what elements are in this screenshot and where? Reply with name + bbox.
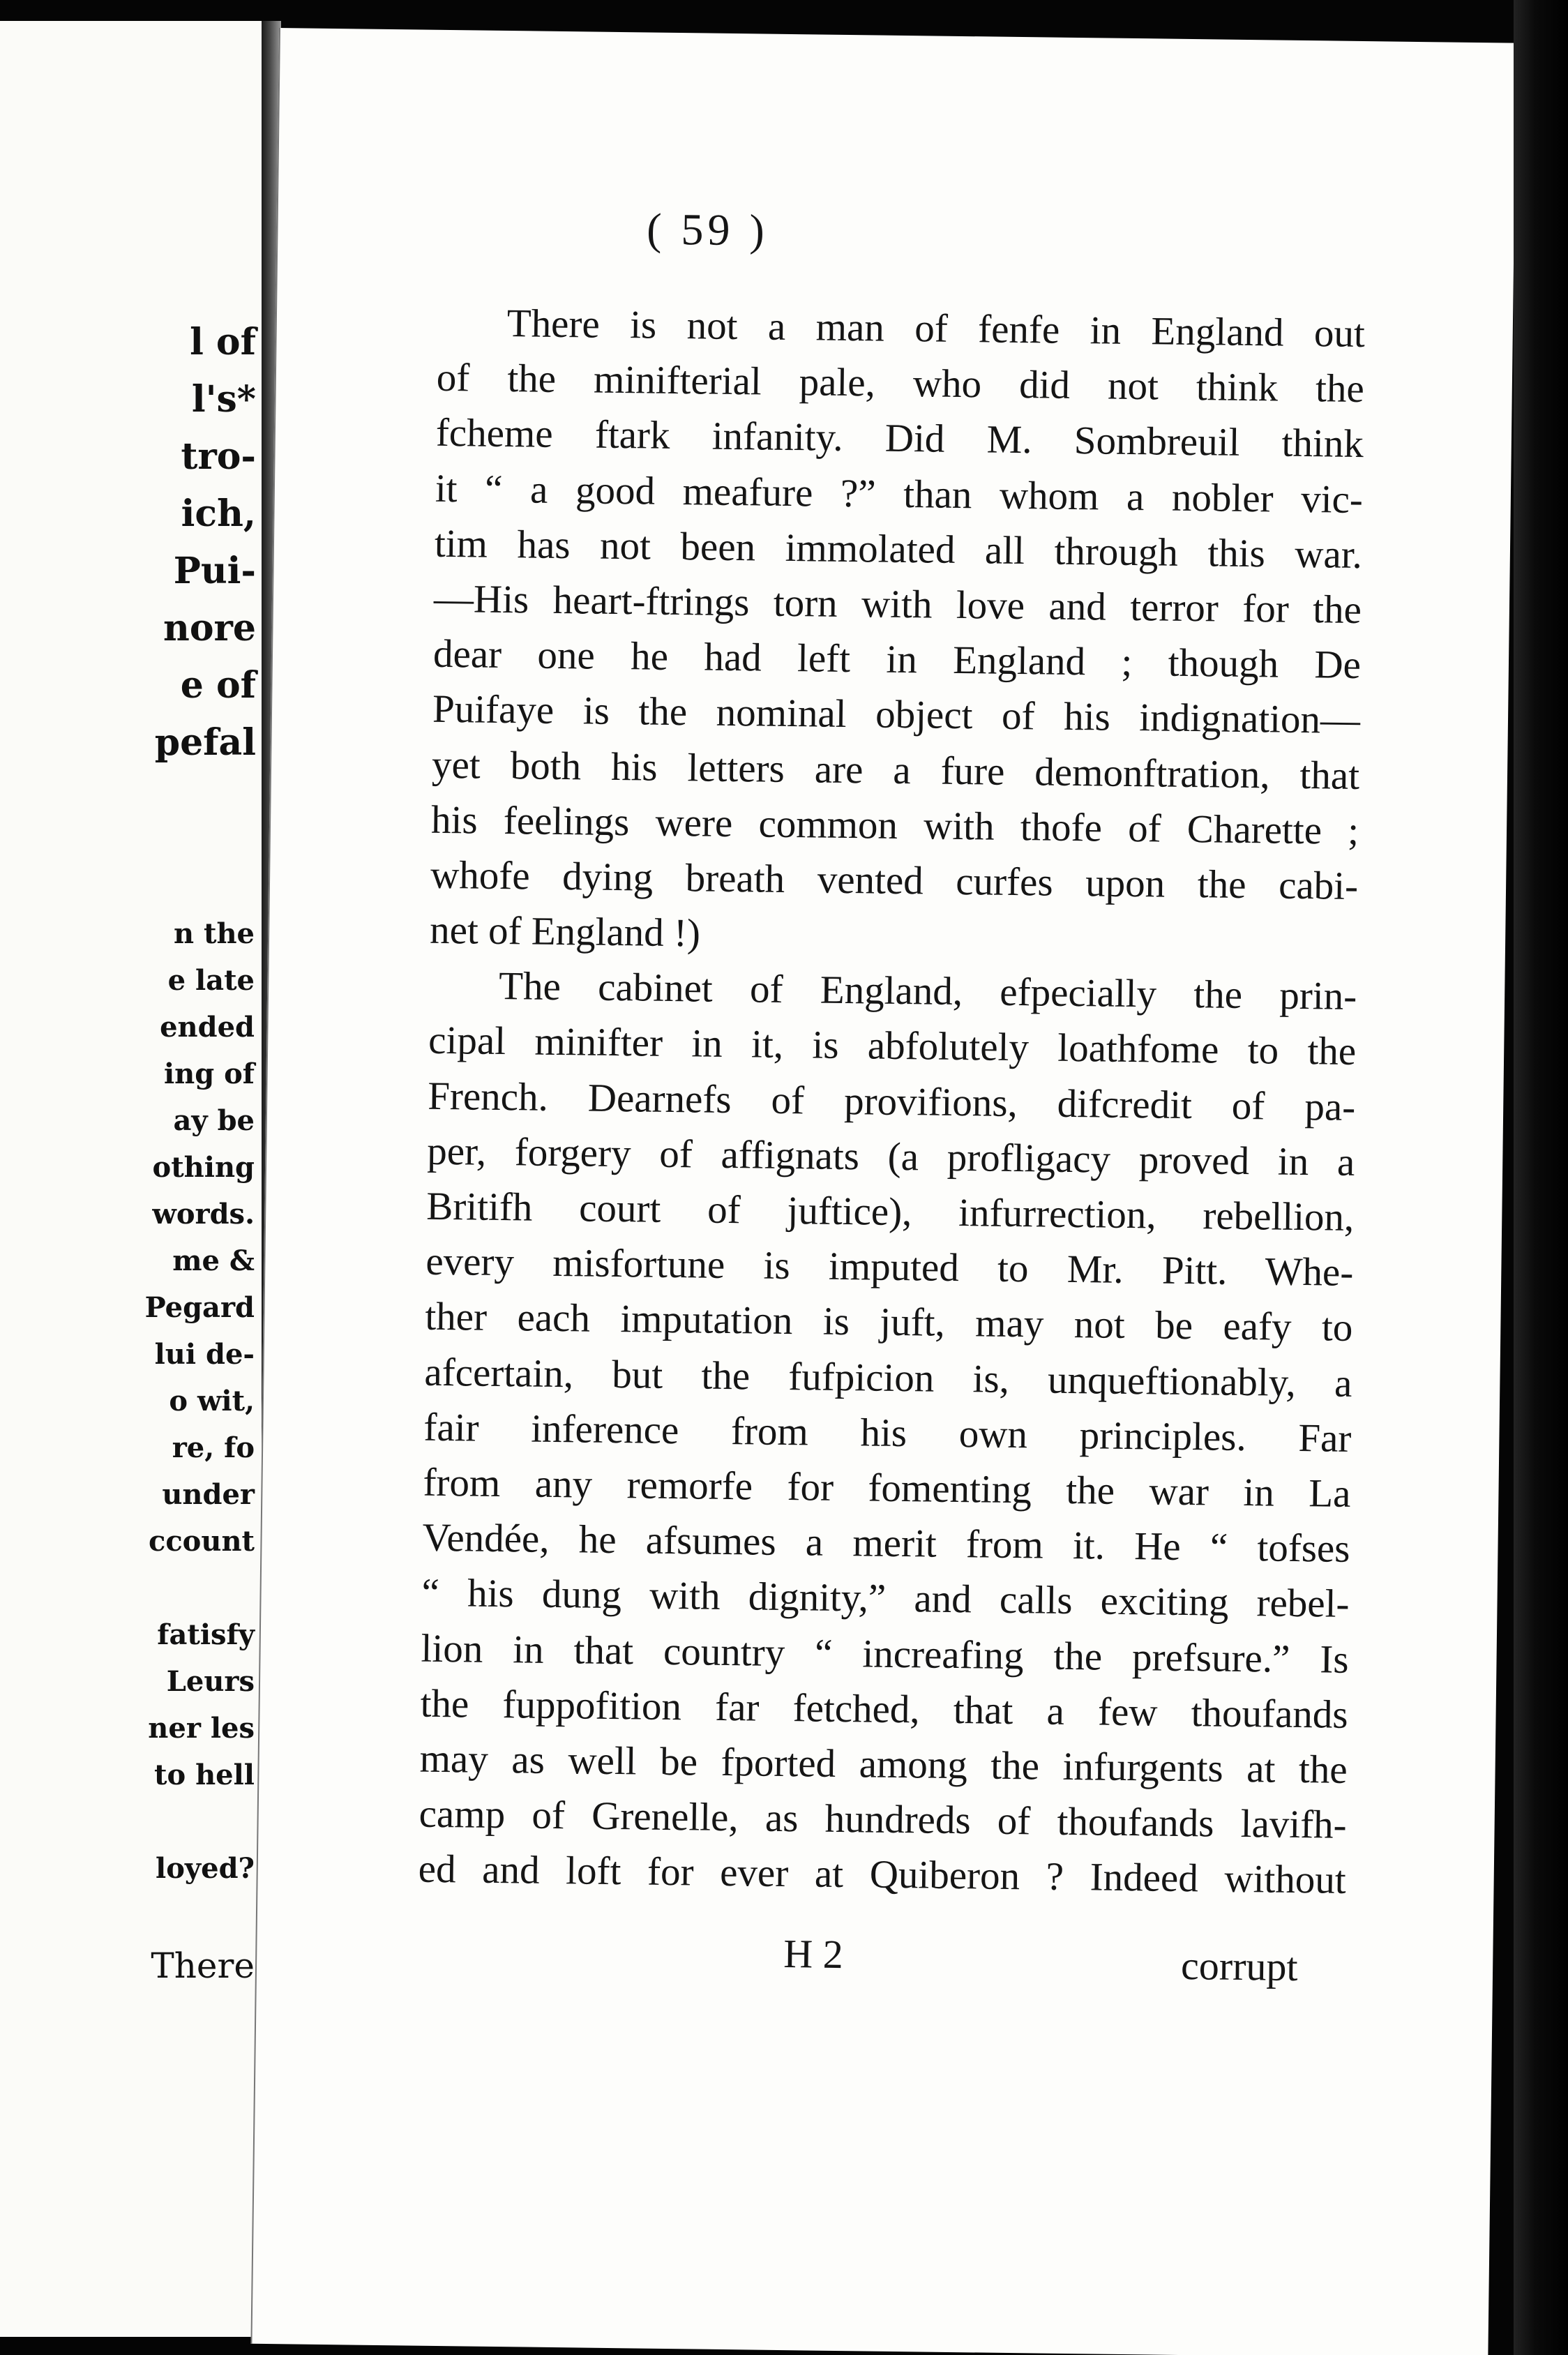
text-line: of the minifterial pale, who did not think the	[436, 355, 1365, 412]
text-line: Puifaye is the nominal object of his indignation—	[432, 687, 1361, 743]
text-line: “ his dung with dignity,” and calls exciting rebel-	[421, 1570, 1350, 1627]
text-line: yet both his letters are a fure demonftration, that	[431, 742, 1360, 798]
left-page-fragment: lui de-	[154, 1338, 255, 1371]
text-line: whofe dying breath vented curfes upon the cabi-	[430, 852, 1359, 908]
previous-page-edge	[0, 21, 264, 2337]
left-page-fragment: l's*	[191, 378, 256, 421]
text-line: —His heart-ftrings torn with love and terror for the	[433, 576, 1362, 632]
text-line: dear one he had left in England ; though De	[432, 631, 1362, 688]
page-number: ( 59 )	[646, 204, 769, 255]
left-page-fragment: l of	[190, 321, 256, 363]
text-line: per, forgery of affignats (a profligacy proved in a	[426, 1129, 1355, 1184]
left-page-fragment: me &	[172, 1244, 255, 1277]
text-line: afcertain, but the fufpicion is, unqueftionably, a	[424, 1350, 1352, 1406]
left-page-fragment: ended	[160, 1011, 255, 1044]
left-page-fragment: to hell	[153, 1759, 255, 1791]
text-line: There is not a man of fenfe in England out	[506, 301, 1366, 356]
text-line: fcheme ftark infanity. Did M. Sombreuil think	[435, 411, 1364, 467]
text-line: ther each imputation is juft, may not be eafy to	[425, 1295, 1353, 1350]
left-page-fragment: ccount	[148, 1525, 255, 1558]
page-body-text	[418, 295, 1365, 1909]
left-page-fragment: ner les	[148, 1712, 255, 1745]
left-page-fragment: othing	[152, 1151, 255, 1184]
text-line: French. Dearnefs of provifions, difcredit of pa-	[427, 1074, 1356, 1129]
left-page-fragment: pefal	[154, 721, 256, 764]
left-page-fragment: re, fo	[172, 1431, 255, 1464]
signature-mark: H 2	[783, 1931, 844, 1978]
left-page-fragment: e of	[180, 664, 256, 707]
left-page-fragment: Leurs	[166, 1665, 255, 1698]
text-line: from any remorfe for fomenting the war in La	[423, 1460, 1351, 1516]
left-page-fragment: ay be	[173, 1104, 255, 1137]
left-page-fragment: n the	[173, 917, 255, 950]
left-page-fragment: words.	[152, 1198, 255, 1231]
left-page-fragment: tro-	[181, 435, 256, 478]
left-page-fragment: e late	[167, 964, 255, 997]
text-line: his feelings were common with thofe of Charette ;	[430, 797, 1359, 853]
text-line: may as well be fported among the infurgents at the	[419, 1736, 1348, 1792]
left-page-fragment: Pegard	[144, 1291, 255, 1324]
text-line: net of England !)	[429, 908, 701, 956]
text-line: fair inference from his own principles. Far	[423, 1405, 1352, 1461]
left-page-fragment: nore	[163, 607, 256, 649]
left-page-fragment: ing of	[163, 1058, 255, 1090]
book-page	[250, 28, 1516, 2355]
book-edge-shadow	[1514, 0, 1568, 2355]
text-line: The cabinet of England, efpecially the prin-	[498, 964, 1357, 1019]
left-page-fragment: Pui-	[173, 550, 256, 592]
left-page-fragment: o wit,	[169, 1385, 255, 1417]
text-line: it “ a good meafure ?” than whom a nobler vic-	[435, 466, 1364, 522]
text-line: the fuppofition far fetched, that a few thoufands	[420, 1681, 1348, 1737]
text-line: Britifh court of juftice), infurrection, rebellion,	[425, 1184, 1355, 1240]
text-line: Vendée, he afsumes a merit from it. He “ tofses	[422, 1515, 1350, 1572]
text-line: ed and loft for ever at Quiberon ? Indeed without	[418, 1846, 1347, 1903]
left-page-fragment: There	[151, 1946, 255, 1986]
left-page-fragment: under	[162, 1478, 255, 1511]
text-line: lion in that country “ increafing the prefsure.” Is	[421, 1626, 1349, 1682]
left-page-fragment: ich,	[181, 492, 256, 535]
left-page-fragment: loyed?	[156, 1852, 255, 1885]
text-line: cipal minifter in it, is abfolutely loathfome to the	[428, 1018, 1357, 1074]
text-line: tim has not been immolated all through this war.	[434, 521, 1363, 577]
catchword: corrupt	[1180, 1943, 1299, 1990]
left-page-fragment: fatisfy	[157, 1618, 255, 1651]
text-line: camp of Grenelle, as hundreds of thoufands lavifh-	[419, 1791, 1348, 1847]
text-line: every misfortune is imputed to Mr. Pitt. Whe-	[425, 1239, 1354, 1295]
